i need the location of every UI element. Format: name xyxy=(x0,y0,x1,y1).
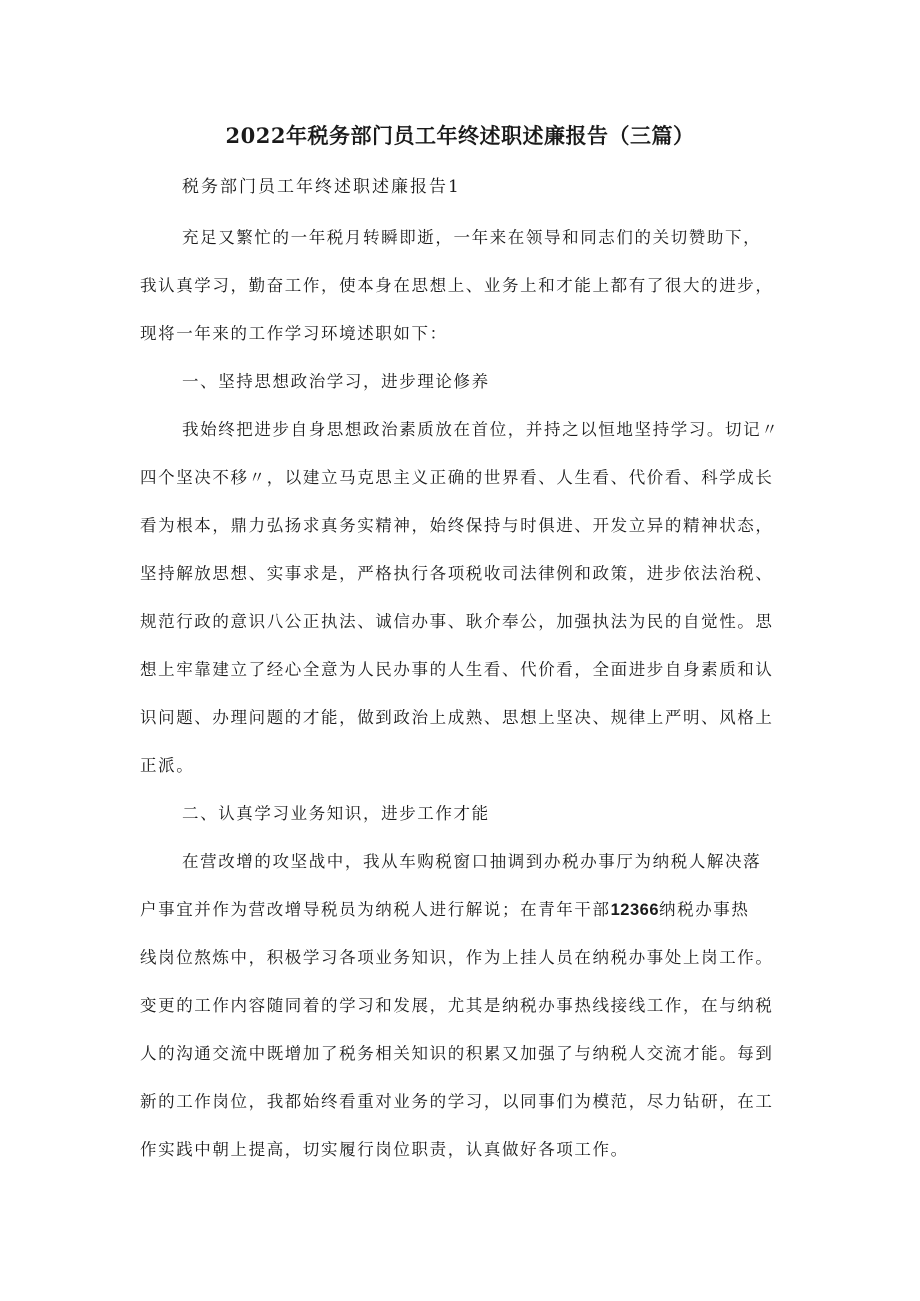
line-text: 纳税办事热 xyxy=(659,900,750,919)
paragraph-line xyxy=(140,895,750,925)
paragraph-line: 正派。 xyxy=(140,756,195,775)
paragraph-line: 在营改增的攻坚战中，我从车购税窗口抽调到办税办事厅为纳税人解决落 xyxy=(182,852,762,871)
paragraph-line: 新的工作岗位，我都始终看重对业务的学习，以同事们为模范，尽力钻研，在工 xyxy=(140,1092,774,1111)
paragraph-line: 看为根本，鼎力弘扬求真务实精神，始终保持与时俱进、开发立异的精神状态， xyxy=(140,516,774,535)
line-text: 户事宜并作为营改增导税员为纳税人进行解说；在青年干部 xyxy=(140,900,611,919)
paragraph-line: 现将一年来的工作学习环境述职如下： xyxy=(140,324,448,343)
paragraph-line: 人的沟通交流中既增加了税务相关知识的积累又加强了与纳税人交流才能。每到 xyxy=(140,1044,774,1063)
paragraph-line: 我始终把进步自身思想政治素质放在首位，并持之以恒地坚持学习。切记〃 xyxy=(182,420,780,439)
paragraph-line: 线岗位熬炼中，积极学习各项业务知识，作为上挂人员在纳税办事处上岗工作。 xyxy=(140,948,774,967)
paragraph-line: 变更的工作内容随同着的学习和发展，尤其是纳税办事热线接线工作，在与纳税 xyxy=(140,996,774,1015)
paragraph-line: 充足又繁忙的一年税月转瞬即逝，一年来在领导和同志们的关切赞助下， xyxy=(182,228,762,247)
section-heading: 二、认真学习业务知识，进步工作才能 xyxy=(182,804,490,823)
document-title: 2022年税务部门员工年终述职述廉报告（三篇） xyxy=(225,123,695,148)
paragraph-line: 作实践中朝上提高，切实履行岗位职责，认真做好各项工作。 xyxy=(140,1140,629,1159)
paragraph-line: 想上牢靠建立了经心全意为人民办事的人生看、代价看，全面进步自身素质和认 xyxy=(140,660,774,679)
hotline-number: 12366 xyxy=(610,901,659,919)
paragraph-line: 我认真学习，勤奋工作，使本身在思想上、业务上和才能上都有了很大的进步， xyxy=(140,276,774,295)
section-subtitle: 税务部门员工年终述职述廉报告1 xyxy=(182,177,461,197)
paragraph-line: 四个坚决不移〃，以建立马克思主义正确的世界看、人生看、代价看、科学成长 xyxy=(140,468,774,487)
paragraph-line: 识问题、办理问题的才能，做到政治上成熟、思想上坚决、规律上严明、风格上 xyxy=(140,708,774,727)
paragraph-line: 坚持解放思想、实事求是，严格执行各项税收司法律例和政策，进步依法治税、 xyxy=(140,564,774,583)
section-heading: 一、坚持思想政治学习，进步理论修养 xyxy=(182,372,490,391)
paragraph-line: 规范行政的意识八公正执法、诚信办事、耿介奉公，加强执法为民的自觉性。思 xyxy=(140,612,774,631)
